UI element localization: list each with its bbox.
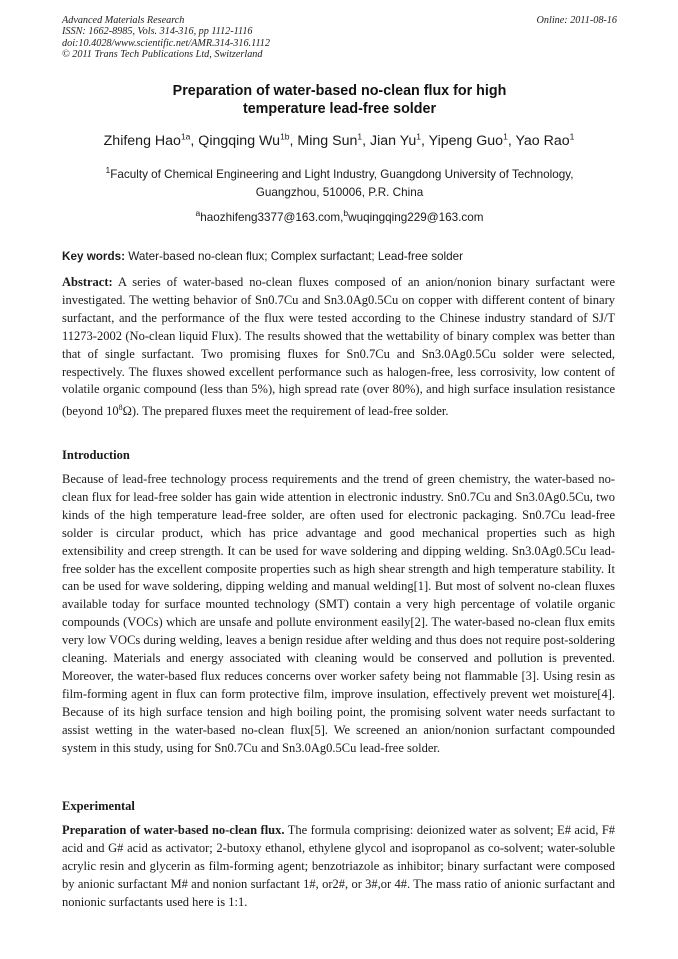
introduction-heading: Introduction xyxy=(62,448,130,462)
author-name: Jian Yu xyxy=(369,133,417,149)
experimental-paragraph xyxy=(62,822,615,912)
email-b: wuqingqing229@163.com xyxy=(348,211,484,224)
issn-line: ISSN: 1662-8985, Vols. 314-316, pp 1112-1116 xyxy=(62,26,253,38)
experimental-heading: Experimental xyxy=(62,799,135,813)
keywords-label: Key words: xyxy=(62,250,125,263)
author-name: Qingqing Wu xyxy=(198,133,281,149)
experimental-text: The formula comprising: deionized water as solvent; E# acid, F# acid and G# acid as activator; 2-butoxy ethanol, ethylene glycol and isopropanol as co-solvent; water-soluble acrylic resin and glycerin as film-forming agent; benzotriazole as inhibitor; binary surfactant were composed by anionic surfactant M# and nonion surfactant 1#, or2#, or 3#,or 4#. The mass ratio of anionic surfactant and nonionic surfactants used here is 1:1. xyxy=(62,823,616,909)
author-affil-mark: 1b xyxy=(280,131,290,142)
affiliation xyxy=(62,166,617,202)
author-name: Yao Rao xyxy=(515,133,570,149)
introduction-paragraph: Because of lead-free technology process requirements and the trend of green chemistry, the water-based no-clean flux for lead-free solder has gain wide attention in electronic industry. Sn0.7Cu and Sn3.0Ag0.5Cu, two kinds of the high temperature lead-free solder, are often used for electronic packaging. Sn0.7Cu lead-free solder is circular product, which has price advantage and good mechanical properties such as high extensibility and creep strength. It can be used for wave soldering and dipping welding. Sn3.0Ag0.5Cu lead-free solder has the excellent composite properties such as high shear strength and high temperature stability. It can be used for wave soldering, dipping welding and manual welding[1]. But most of solvent no-clean fluxes available today for surface mounted technology (SMT) contain a very high percentage of volatile organic compounds (VOCs) which are unsafe and pollute environment easily[2]. The water-based no-clean flux emits very low VOCs during welding, leaves a benign residue after welding and thus does not require post-soldering cleaning. Materials and energy associated with cleaning would be conserved and pollution is prevented. Moreover, the water-based flux reduces concerns over worker safety being not flammable [3]. Using resin as film-forming agent in flux can form protective film, improve insulation, effectively prevent wet moisture[4]. Because of its high surface tension and high boiling point, the promising solvent water needs surfactant to assist wetting in the water-based no-clean flux[5]. We screened an anion/nonion surfactant compounded system in this study, using for Sn0.7Cu and Sn3.0Ag0.5Cu lead-free solder. xyxy=(62,472,615,755)
abstract xyxy=(62,274,615,421)
keywords-text: Water-based no-clean flux; Complex surfactant; Lead-free solder xyxy=(128,250,464,263)
copyright-line: © 2011 Trans Tech Publications Ltd, Switzerland xyxy=(62,49,263,61)
title-line-1: Preparation of water-based no-clean flux for high xyxy=(172,83,507,99)
abstract-exponent: 8 xyxy=(118,403,123,413)
affiliation-line-1: Faculty of Chemical Engineering and Light Industry, Guangdong University of Technology, xyxy=(110,168,574,181)
abstract-text: A series of water-based no-clean fluxes composed of an anion/nonion binary surfactant were investigated. The wetting behavior of Sn0.7Cu and Sn3.0Ag0.5Cu on copper with different content of binary surfactant, and the performance of the flux were tested according to the Chinese industry standard of SJ/T 11273-2002 (No-clean liquid Flux). The results showed that the wettability of binary complex was better than that of single surfactant. Two promising fluxes for Sn0.7Cu and Sn3.0Ag0.5Cu solder were selected, respectively. The fluxes showed excellent performance such as halogen-free, less corrosivity, low content of volatile organic compound (less than 5%), high spread rate (over 80%), and high surface insulation resistance (beyond 10 xyxy=(62,275,616,419)
experimental-subheading: Preparation of water-based no-clean flux. xyxy=(62,823,285,837)
abstract-label: Abstract: xyxy=(62,275,113,289)
author-name: Ming Sun xyxy=(297,133,358,149)
affiliation-mark: 1 xyxy=(105,165,111,176)
doi-line: doi:10.4028/www.scientific.net/AMR.314-316.1112 xyxy=(62,37,270,49)
journal-name: Advanced Materials Research xyxy=(62,15,185,26)
author-list: Zhifeng Hao$^{1a}$, Qingqing $Wu^{1b}$, Ming Sun$^1$, Jian Yu$^1$, Yipeng Guo$^1$, Yao Rao$^1$ xyxy=(103,131,575,149)
online-date: Online: 2011-08-16 xyxy=(536,15,617,26)
author-name: Zhifeng Hao xyxy=(103,133,181,149)
author-name: Yipeng Guo xyxy=(428,133,504,149)
email-separator: , xyxy=(340,211,344,224)
title-line-2: temperature lead-free solder xyxy=(242,101,437,117)
author-affil-mark: 1 xyxy=(357,131,363,142)
email-mark-a: a xyxy=(195,208,201,219)
affiliation-line-2: Guangzhou, 510006, P.R. China xyxy=(255,186,424,199)
author-affil-mark: 1 xyxy=(416,131,422,142)
author-affil-mark: 1 xyxy=(503,131,508,142)
email-a: haozhifeng3377@163.com xyxy=(200,211,341,224)
keywords xyxy=(62,249,617,264)
paper-title xyxy=(62,82,617,118)
journal-header xyxy=(62,15,617,61)
email-mark-b: b xyxy=(343,208,349,219)
abstract-text-end: Ω). The prepared fluxes meet the requirement of lead-free solder. xyxy=(122,404,449,419)
author-emails xyxy=(62,210,617,226)
author-affil-mark: 1a xyxy=(180,131,191,142)
author-affil-mark: 1 xyxy=(569,131,575,142)
